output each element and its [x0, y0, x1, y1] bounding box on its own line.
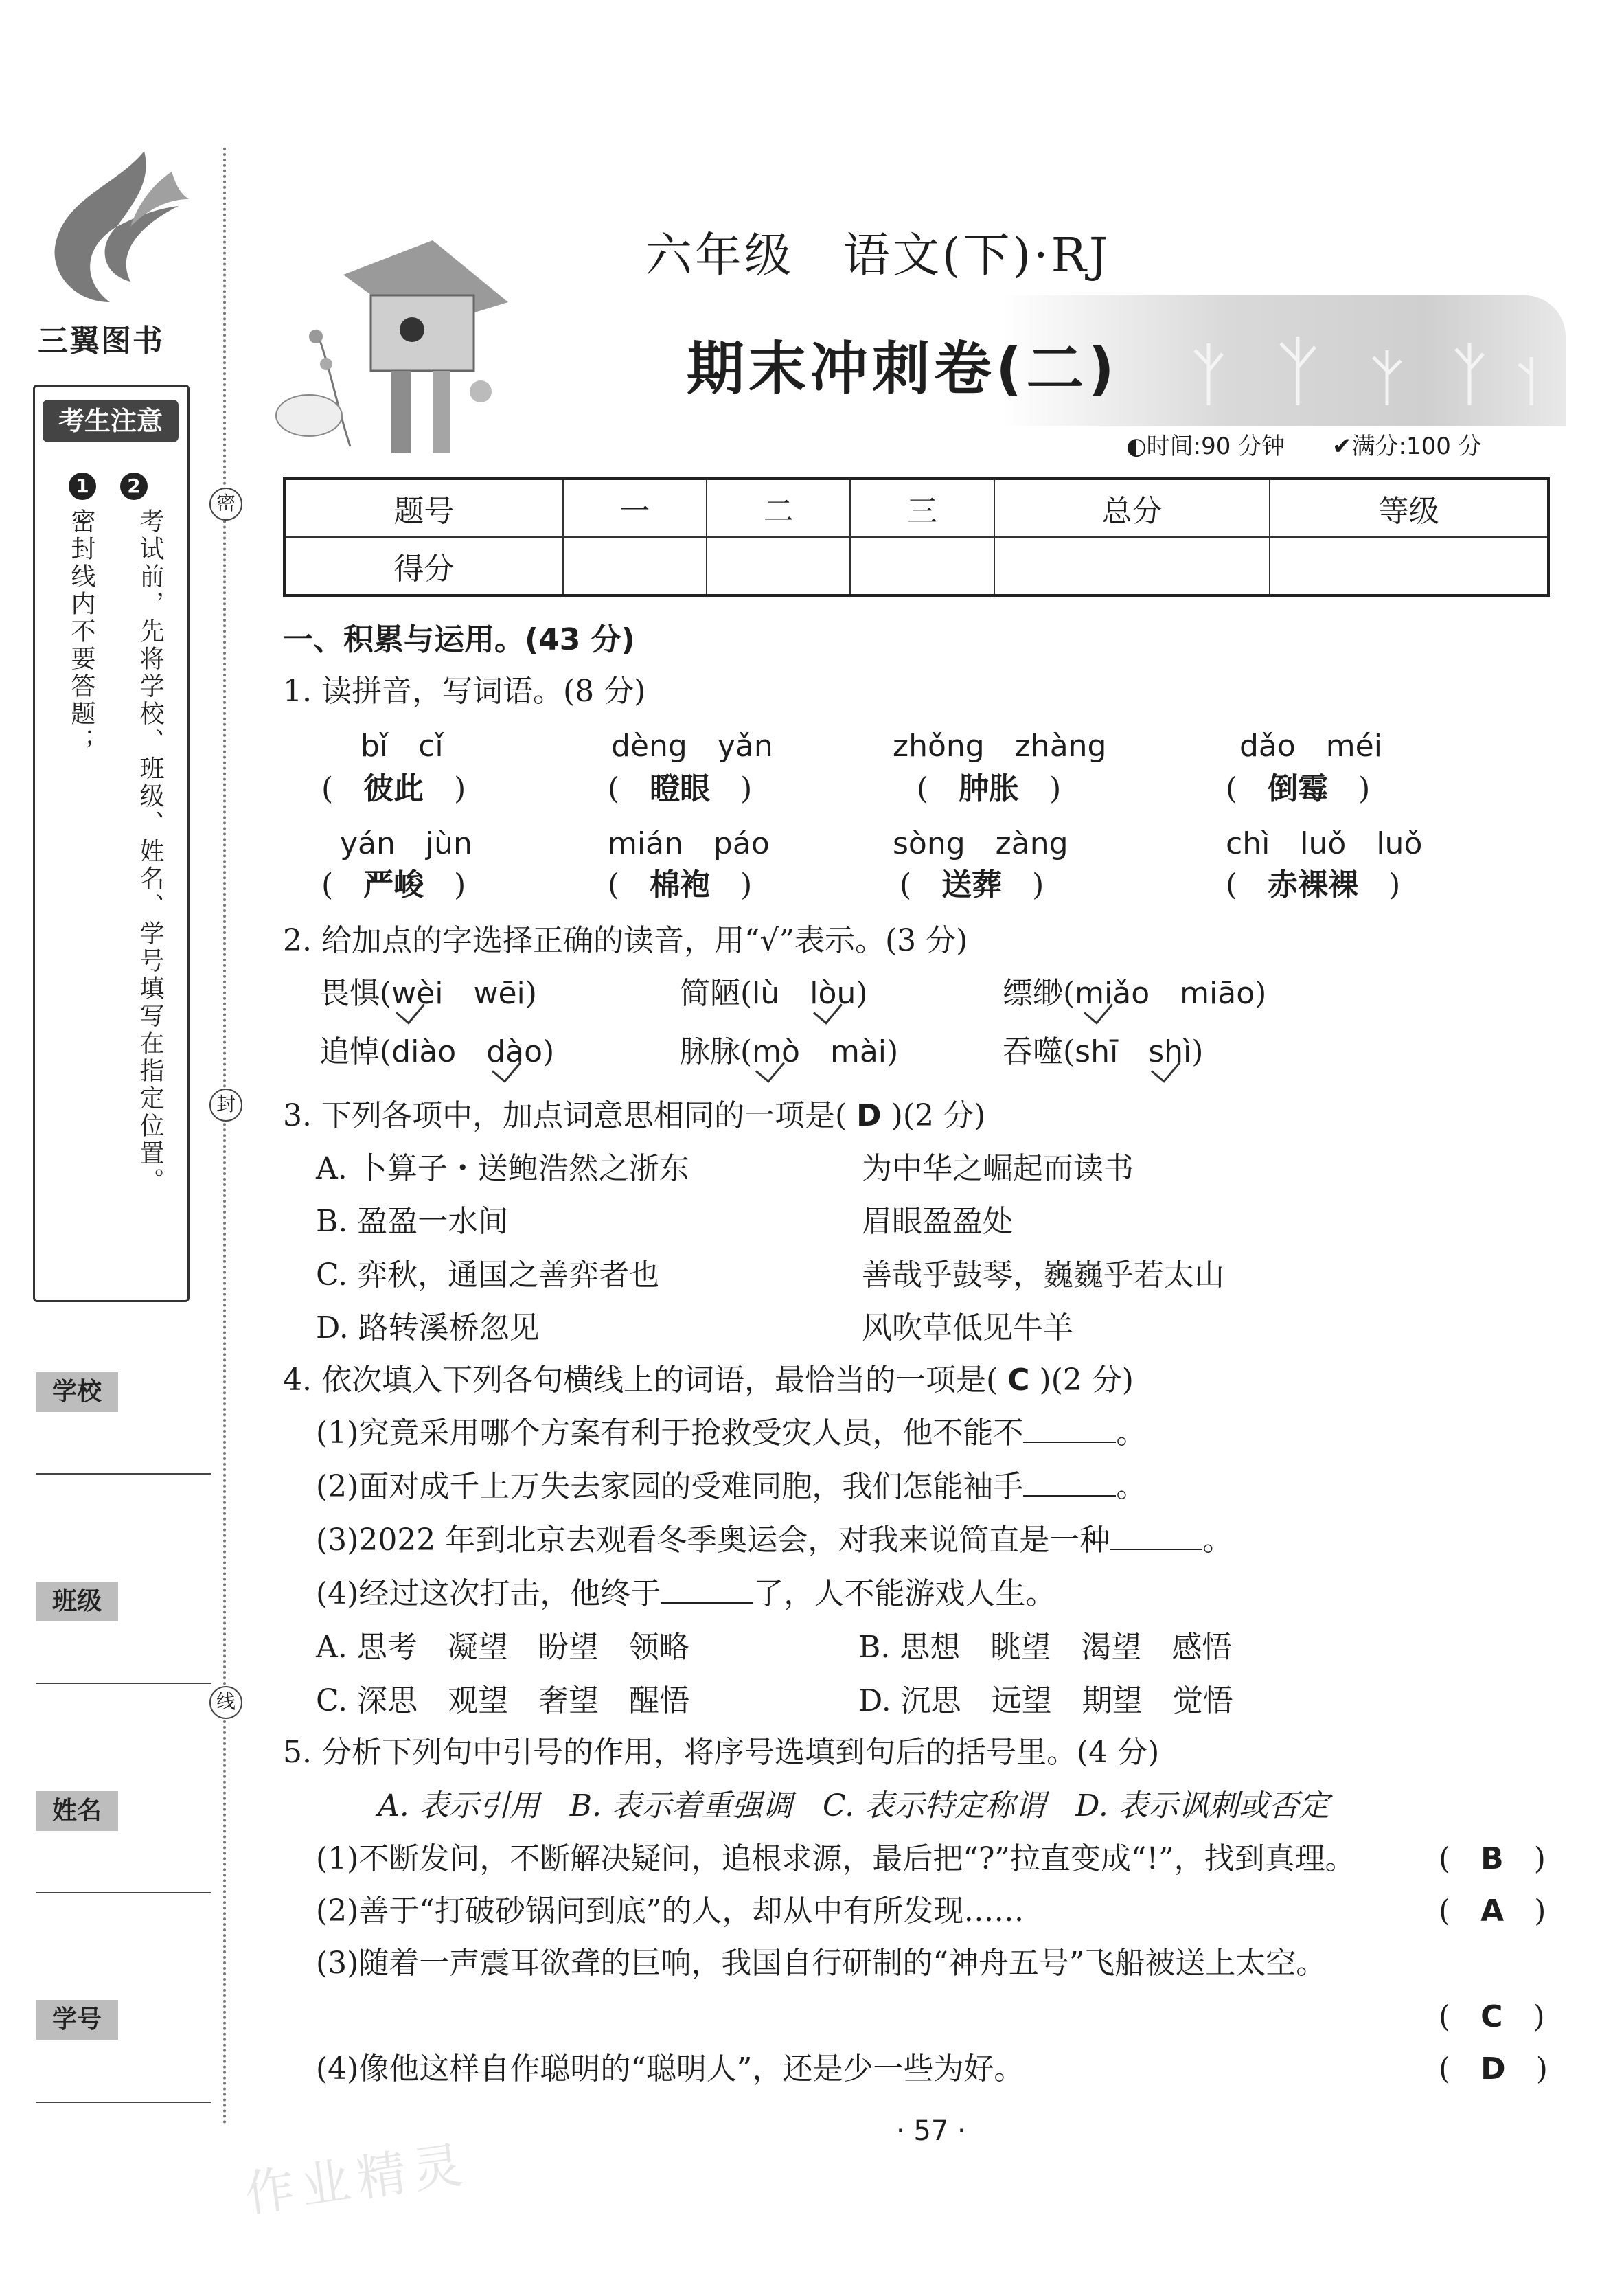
q2-word: 脉脉 — [680, 1034, 740, 1069]
q4-option-word: 感悟 — [1171, 1630, 1233, 1665]
q1-pinyin: mián páo — [608, 826, 770, 861]
q2-item: 追悼(diào dào) — [319, 1034, 555, 1069]
notice-text-1: 密封线内不要答题； — [67, 508, 95, 755]
seal-feng: 封 — [209, 1089, 242, 1122]
q1-pinyin: sòng zàng — [893, 826, 1068, 861]
q4-option-word: 醒悟 — [629, 1683, 690, 1718]
q3-option-a-right: 为中华之崛起而读书 — [862, 1151, 1134, 1186]
q1-answer-box: ( 倒霉 ) — [1226, 771, 1371, 806]
q3-option-b-left: B. 盈盈一水间 — [316, 1204, 509, 1239]
q5-answer-box: ( C ) — [1439, 1999, 1545, 2034]
q4-sentence-3 — [316, 1515, 1233, 1559]
student-id-field[interactable] — [36, 2102, 211, 2103]
q4-option-word: 观望 — [448, 1683, 509, 1718]
seal-line — [223, 148, 226, 2126]
q5-choices: A. 表示引用 B. 表示着重强调 C. 表示特定称谓 D. 表示讽刺或否定 — [378, 1788, 1329, 1823]
section-heading: 一、积累与运用。(43 分) — [283, 622, 635, 657]
q2-item: 脉脉(mò mài) — [680, 1034, 899, 1069]
q4-option-c — [316, 1676, 689, 1720]
q3-option-c-left: C. 弈秋，通国之善弈者也 — [316, 1258, 660, 1293]
q4-sentence-text: (1)究竟采用哪个方案有利于抢救受灾人员，他不能不 — [316, 1415, 1024, 1450]
q5-answer: B — [1480, 1841, 1504, 1876]
q1-pinyin: dǎo méi — [1239, 729, 1382, 764]
q4-option-label: B. 思想 — [858, 1630, 961, 1665]
question-4-stem — [283, 1355, 1134, 1399]
q4-sentence-4 — [316, 1569, 1055, 1613]
q4-option-a — [316, 1622, 689, 1666]
header-cell: 总分 — [994, 479, 1270, 537]
q1-pinyin: chì luǒ luǒ — [1226, 826, 1423, 861]
q4-option-word: 觉悟 — [1172, 1683, 1233, 1718]
q1-pinyin: bǐ cǐ — [361, 729, 444, 764]
q2-option-checked[interactable]: mò — [752, 1034, 800, 1069]
full-score: ✔满分:100 分 — [1332, 433, 1482, 460]
q5-answer: A — [1480, 1893, 1505, 1928]
q1-answer-box: ( 肿胀 ) — [917, 771, 1062, 806]
q1-answer-box: ( 棉袍 ) — [608, 867, 753, 902]
q2-item: 畏惧(wèi wēi) — [319, 976, 537, 1011]
q2-option[interactable]: wēi — [473, 976, 525, 1011]
row-label: 得分 — [284, 537, 563, 595]
school-field[interactable] — [36, 1473, 211, 1475]
q2-option[interactable]: shī — [1075, 1034, 1119, 1069]
q5-answer: C — [1480, 1999, 1503, 2034]
q3-option-d-left: D. 路转溪桥忽见 — [316, 1310, 540, 1345]
q1-answer: 倒霉 — [1268, 771, 1329, 806]
q1-answer: 赤裸裸 — [1268, 867, 1359, 902]
q1-answer-box: ( 送葬 ) — [900, 867, 1044, 902]
q3-option-b-right: 眉眼盈盈处 — [862, 1204, 1013, 1239]
q4-option-word: 凝望 — [447, 1630, 508, 1665]
q2-option-checked[interactable]: dào — [486, 1034, 543, 1069]
q4-blank[interactable] — [1023, 1418, 1116, 1443]
q1-answer: 肿胀 — [959, 771, 1020, 806]
q1-answer: 棉袍 — [650, 867, 711, 902]
q1-answer-box: ( 瞪眼 ) — [608, 771, 753, 806]
q2-option-checked[interactable]: lòu — [810, 976, 856, 1011]
q4-option-b — [858, 1622, 1232, 1666]
q4-answer: C — [1007, 1363, 1030, 1398]
header-cell: 二 — [707, 479, 850, 537]
seal-xian: 线 — [209, 1686, 242, 1719]
q2-option[interactable]: lù — [752, 976, 780, 1011]
q3-option-c-right: 善哉乎鼓琴，巍巍乎若太山 — [862, 1258, 1224, 1293]
q1-pinyin: yán jùn — [340, 826, 472, 861]
q2-option-checked[interactable]: shì — [1148, 1034, 1192, 1069]
header-cell: 题号 — [284, 479, 563, 537]
q4-period: 。 — [1202, 1523, 1233, 1558]
question-2-stem: 2. 给加点的字选择正确的读音，用“√”表示。(3 分) — [283, 923, 968, 958]
q4-stem-text: )(2 分) — [1039, 1363, 1134, 1398]
q4-period: 。 — [1116, 1469, 1147, 1504]
name-field[interactable] — [36, 1892, 211, 1893]
q4-sentence-1 — [316, 1408, 1146, 1452]
grade-subject: 六年级 语文(下)·RJ — [645, 229, 1111, 283]
q4-option-label: D. 沉思 — [858, 1683, 961, 1718]
seal-mi: 密 — [209, 488, 242, 521]
header-cell: 三 — [850, 479, 994, 537]
q4-option-label: A. 思考 — [316, 1630, 418, 1665]
q3-stem-text: )(2 分) — [891, 1098, 986, 1133]
q5-item-3: (3)随着一声震耳欲聋的巨响，我国自行研制的“神舟五号”飞船被送上太空。 — [316, 1946, 1327, 1981]
score-table — [283, 477, 1550, 597]
q5-answer-box: ( B ) — [1439, 1841, 1546, 1876]
q2-item: 吞噬(shī shì) — [1003, 1034, 1204, 1069]
q2-item: 缥缈(miǎo miāo) — [1003, 976, 1267, 1011]
name-label: 姓名 — [36, 1791, 118, 1831]
q4-blank[interactable] — [1023, 1472, 1116, 1497]
q4-option-word: 远望 — [991, 1683, 1052, 1718]
score-cell[interactable] — [1270, 537, 1548, 595]
notice-text-2: 考试前，先将学校、班级、姓名、学号填写在指定位置。 — [136, 508, 164, 1195]
q3-option-a-left: A. 卜算子・送鲍浩然之浙东 — [316, 1151, 689, 1186]
notice-number-2: 2 — [120, 473, 148, 500]
q4-stem-text: 4. 依次填入下列各句横线上的词语，最恰当的一项是( — [283, 1363, 998, 1398]
score-table-score-row — [284, 537, 1548, 595]
q5-item-4: (4)像他这样自作聪明的“聪明人”，还是少一些为好。 — [316, 2051, 1025, 2086]
q4-option-word: 领略 — [628, 1630, 689, 1665]
student-id-label: 学号 — [36, 2000, 118, 2040]
score-cell[interactable] — [850, 537, 994, 595]
q4-option-word: 盼望 — [538, 1630, 599, 1665]
q3-option-d-right: 风吹草低见牛羊 — [862, 1310, 1073, 1345]
q4-option-word: 期望 — [1082, 1683, 1143, 1718]
question-3-stem — [283, 1091, 985, 1135]
q2-option[interactable]: mài — [830, 1034, 887, 1069]
score-table-header-row — [284, 479, 1548, 537]
header-cell: 等级 — [1270, 479, 1548, 537]
watermark: 作业精灵 — [241, 2135, 473, 2224]
q1-answer-box: ( 严峻 ) — [321, 867, 466, 902]
q2-word: 畏惧 — [319, 976, 380, 1011]
q1-pinyin: dèng yǎn — [611, 729, 773, 764]
q2-item: 简陋(lù lòu) — [680, 976, 868, 1011]
question-1-stem: 1. 读拼音，写词语。(8 分) — [283, 674, 646, 709]
birdhouse-illustration — [275, 227, 522, 453]
exam-time: ◐时间:90 分钟 — [1126, 433, 1285, 460]
q2-option[interactable]: miāo — [1180, 976, 1255, 1011]
q4-sentence-text: 了，人不能游戏人生。 — [753, 1576, 1056, 1611]
q4-blank[interactable] — [661, 1579, 753, 1604]
q5-item-1: (1)不断发问，不断解决疑问，追根求源，最后把“?”拉直变成“!”，找到真理。 — [316, 1841, 1356, 1876]
class-label: 班级 — [36, 1582, 118, 1621]
q2-option-checked[interactable]: wèi — [391, 976, 444, 1011]
q1-answer: 严峻 — [363, 867, 424, 902]
score-cell[interactable] — [563, 537, 707, 595]
q5-answer: D — [1480, 2051, 1506, 2086]
q1-pinyin: zhǒng zhàng — [893, 729, 1107, 764]
q1-answer-box: ( 赤裸裸 ) — [1226, 867, 1401, 902]
question-5-stem: 5. 分析下列句中引号的作用，将序号选填到句后的括号里。(4 分) — [283, 1735, 1160, 1770]
score-cell[interactable] — [994, 537, 1270, 595]
q4-sentence-2 — [316, 1461, 1146, 1505]
q5-item-2: (2)善于“打破砂锅问到底”的人，却从中有所发现…… — [316, 1893, 1025, 1928]
notice-title: 考生注意 — [43, 400, 179, 442]
q1-answer: 彼此 — [363, 771, 424, 806]
class-field[interactable] — [36, 1683, 211, 1684]
q5-answer-box: ( D ) — [1439, 2051, 1548, 2086]
header-cell: 一 — [563, 479, 707, 537]
q1-answer: 送葬 — [941, 867, 1003, 902]
q4-option-word: 奢望 — [538, 1683, 599, 1718]
school-label: 学校 — [36, 1372, 118, 1412]
q4-option-d — [858, 1676, 1233, 1720]
q4-option-word: 眺望 — [990, 1630, 1051, 1665]
page-number: · 57 · — [896, 2115, 966, 2147]
q4-option-word: 渴望 — [1081, 1630, 1142, 1665]
brand-name: 三翼图书 — [38, 323, 164, 359]
exam-title: 期末冲刺卷(二) — [687, 335, 1119, 402]
q4-period: 。 — [1116, 1415, 1147, 1450]
q4-sentence-text: (3)2022 年到北京去观看冬季奥运会，对我来说简直是一种 — [316, 1523, 1110, 1558]
score-cell[interactable] — [707, 537, 850, 595]
q1-answer-box: ( 彼此 ) — [321, 771, 466, 806]
q4-option-label: C. 深思 — [316, 1683, 418, 1718]
q1-answer: 瞪眼 — [650, 771, 711, 806]
q3-answer: D — [856, 1098, 882, 1133]
q3-stem-text: 3. 下列各项中，加点词意思相同的一项是( — [283, 1098, 847, 1133]
q2-word: 吞噬 — [1003, 1034, 1063, 1069]
q4-sentence-text: (2)面对成千上万失去家园的受难同胞，我们怎能袖手 — [316, 1469, 1024, 1504]
q5-answer-box: ( A ) — [1439, 1893, 1546, 1928]
notice-number-1: 1 — [69, 473, 96, 500]
q4-sentence-text: (4)经过这次打击，他终于 — [316, 1576, 661, 1611]
q2-word: 简陋 — [680, 976, 740, 1011]
q4-blank[interactable] — [1110, 1525, 1202, 1550]
q2-word: 缥缈 — [1003, 976, 1063, 1011]
q2-option[interactable]: diào — [391, 1034, 457, 1069]
q2-option-checked[interactable]: miǎo — [1075, 976, 1150, 1011]
q2-word: 追悼 — [319, 1034, 380, 1069]
